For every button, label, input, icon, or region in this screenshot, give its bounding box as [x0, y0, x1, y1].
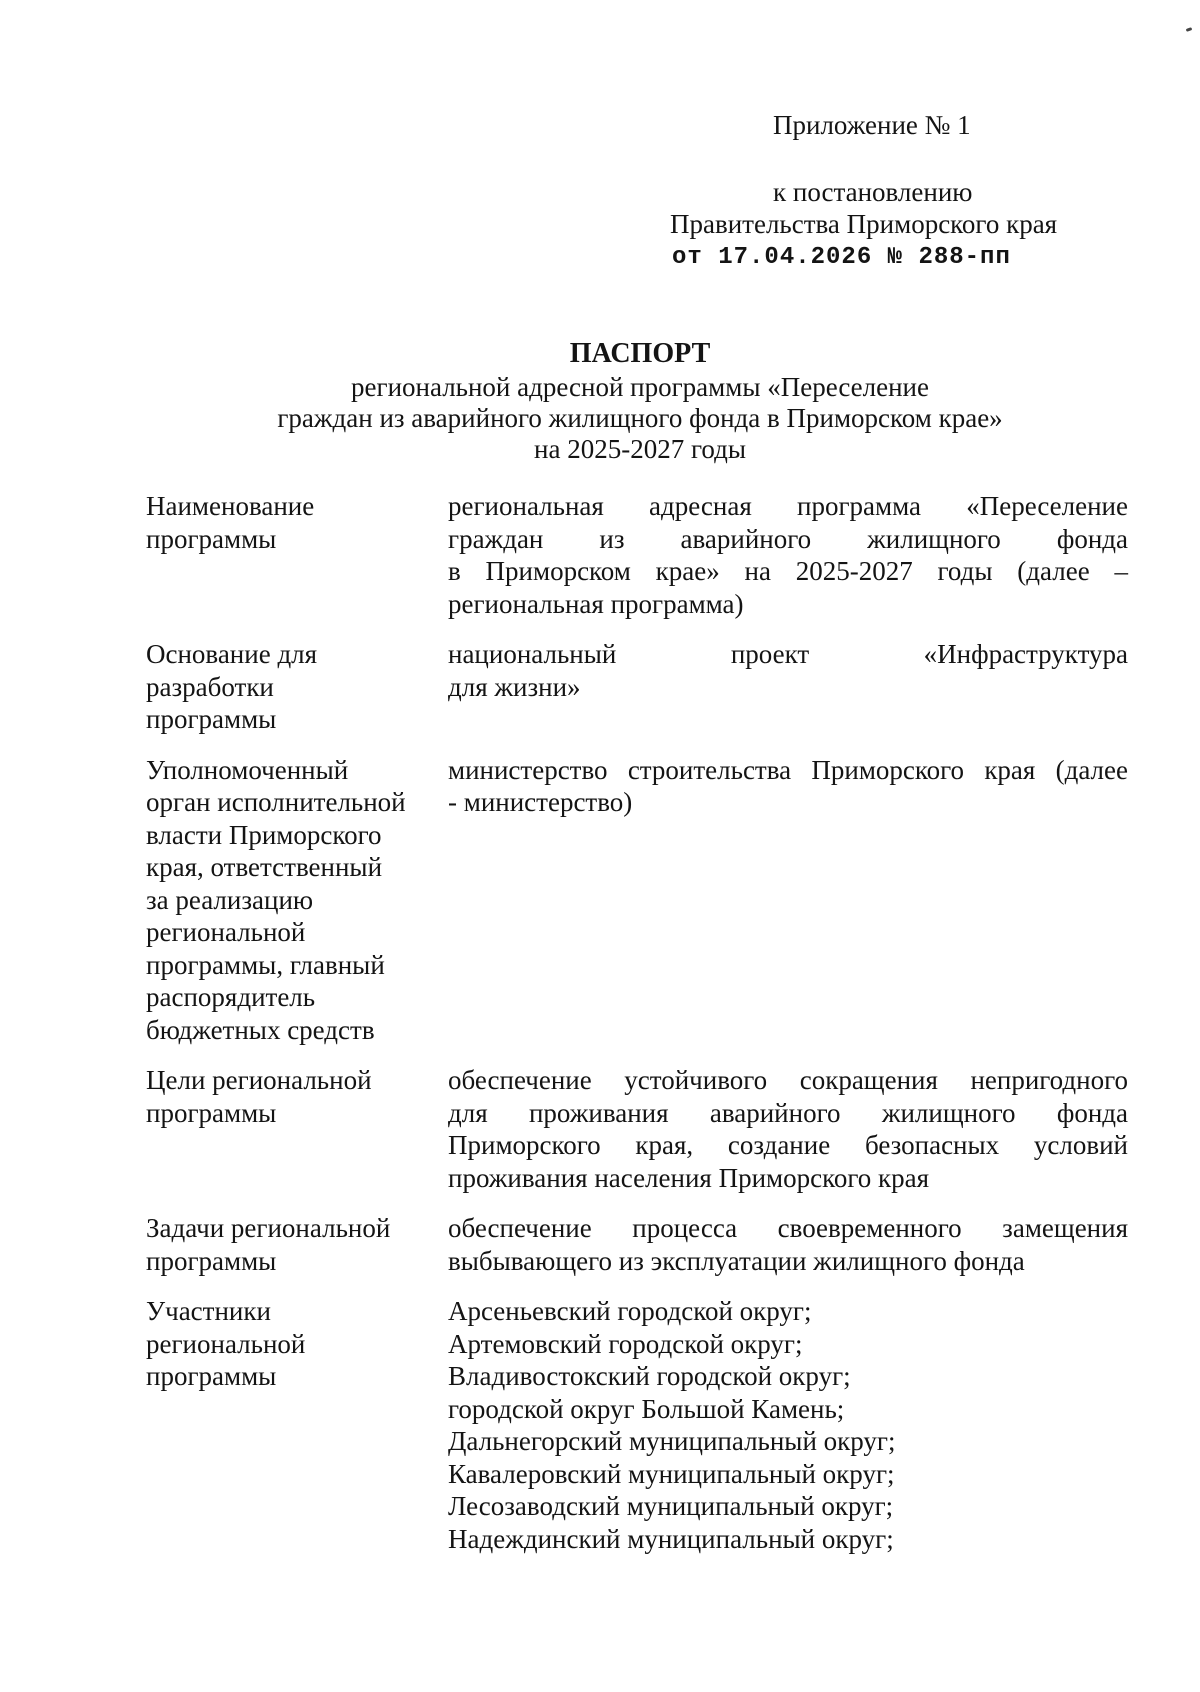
participant-item: Владивостокский городской округ;: [448, 1361, 851, 1391]
row-value: [448, 490, 1128, 638]
value-line: региональная программа): [448, 588, 744, 619]
value-line: - министерство): [448, 787, 633, 817]
title-line-3: на 2025-2027 годы: [534, 434, 746, 464]
label-line: разработки: [146, 671, 274, 702]
value-line: граждан из аварийного жилищного фонда: [448, 523, 1128, 554]
value-line: проживания населения Приморского края: [448, 1162, 930, 1193]
label-line: распорядитель: [146, 982, 316, 1012]
participant-item: городской округ Большой Камень;: [448, 1393, 845, 1424]
participant-item: Кавалеровский муниципальный округ;: [448, 1458, 895, 1489]
value-line: для проживания аварийного жилищного фонда: [448, 1097, 1128, 1128]
label-line: за реализацию: [146, 884, 314, 915]
title-line-1: региональной адресной программы «Переселение: [351, 372, 929, 402]
row-value: [448, 1064, 1128, 1212]
label-line: бюджетных средств: [146, 1014, 375, 1045]
label-line: края, ответственный: [146, 852, 383, 882]
row-label: [146, 754, 448, 1065]
value-line: Приморского края, создание безопасных условий: [448, 1130, 1128, 1160]
passport-table: [146, 490, 1128, 1555]
value-line: обеспечение процесса своевременного замещения: [448, 1213, 1128, 1243]
passport-row-participants: [146, 1295, 1128, 1555]
row-label: [146, 490, 448, 638]
decree-date-number: от 17.04.2026 № 288-пп: [672, 244, 1011, 271]
value-line: национальный проект «Инфраструктура: [448, 639, 1128, 669]
participant-item: Артемовский городской округ;: [448, 1328, 803, 1359]
label-line: программы: [146, 1245, 277, 1276]
document-title: ПАСПОРТ: [569, 338, 711, 369]
participants-list: [448, 1295, 1128, 1555]
participant-item: Лесозаводский муниципальный округ;: [448, 1491, 894, 1521]
label-line: программы: [146, 523, 277, 554]
passport-row-tasks: [146, 1212, 1128, 1295]
label-line: программы: [146, 1097, 277, 1128]
document-title-block: [200, 336, 1080, 465]
row-value: [448, 638, 1128, 754]
row-label: [146, 1295, 448, 1555]
label-line: Уполномоченный: [146, 754, 349, 785]
row-label: [146, 638, 448, 754]
label-line: орган исполнительной: [146, 787, 406, 817]
label-line: программы: [146, 704, 277, 734]
value-line: министерство строительства Приморского края (далее: [448, 754, 1128, 785]
label-line: Участники: [146, 1296, 271, 1326]
label-line: Наименование: [146, 491, 315, 521]
label-line: региональной: [146, 917, 306, 947]
row-value: [448, 1212, 1128, 1295]
participant-item: Арсеньевский городской округ;: [448, 1296, 812, 1326]
value-line: в Приморском крае» на 2025-2027 годы (далее –: [448, 556, 1128, 586]
value-line: обеспечение устойчивого сокращения непригодного: [448, 1065, 1128, 1095]
value-line: выбывающего из эксплуатации жилищного фонда: [448, 1245, 1025, 1276]
label-line: региональной: [146, 1328, 306, 1359]
passport-row-name: [146, 490, 1128, 638]
to-decree-text: к постановлению: [773, 177, 973, 207]
label-line: Задачи региональной: [146, 1213, 391, 1243]
row-label: [146, 1212, 448, 1295]
title-line-2: граждан из аварийного жилищного фонда в Приморском крае»: [277, 403, 1003, 433]
value-line: для жизни»: [448, 671, 581, 702]
passport-row-basis: [146, 638, 1128, 754]
label-line: Основание для: [146, 639, 318, 669]
row-value: [448, 754, 1128, 1065]
decree-reference: [670, 176, 1090, 274]
passport-row-authority: [146, 754, 1128, 1065]
label-line: власти Приморского: [146, 819, 382, 850]
scan-speck: [1186, 27, 1193, 32]
value-line: региональная адресная программа «Переселение: [448, 491, 1128, 521]
passport-row-goals: [146, 1064, 1128, 1212]
participant-item: Надеждинский муниципальный округ;: [448, 1523, 894, 1554]
government-name: Правительства Приморского края: [670, 209, 1058, 239]
label-line: программы: [146, 1361, 277, 1391]
label-line: программы, главный: [146, 949, 385, 980]
appendix-label: Приложение № 1: [773, 110, 971, 140]
participant-item: Дальнегорский муниципальный округ;: [448, 1426, 896, 1456]
row-label: [146, 1064, 448, 1212]
label-line: Цели региональной: [146, 1065, 372, 1095]
